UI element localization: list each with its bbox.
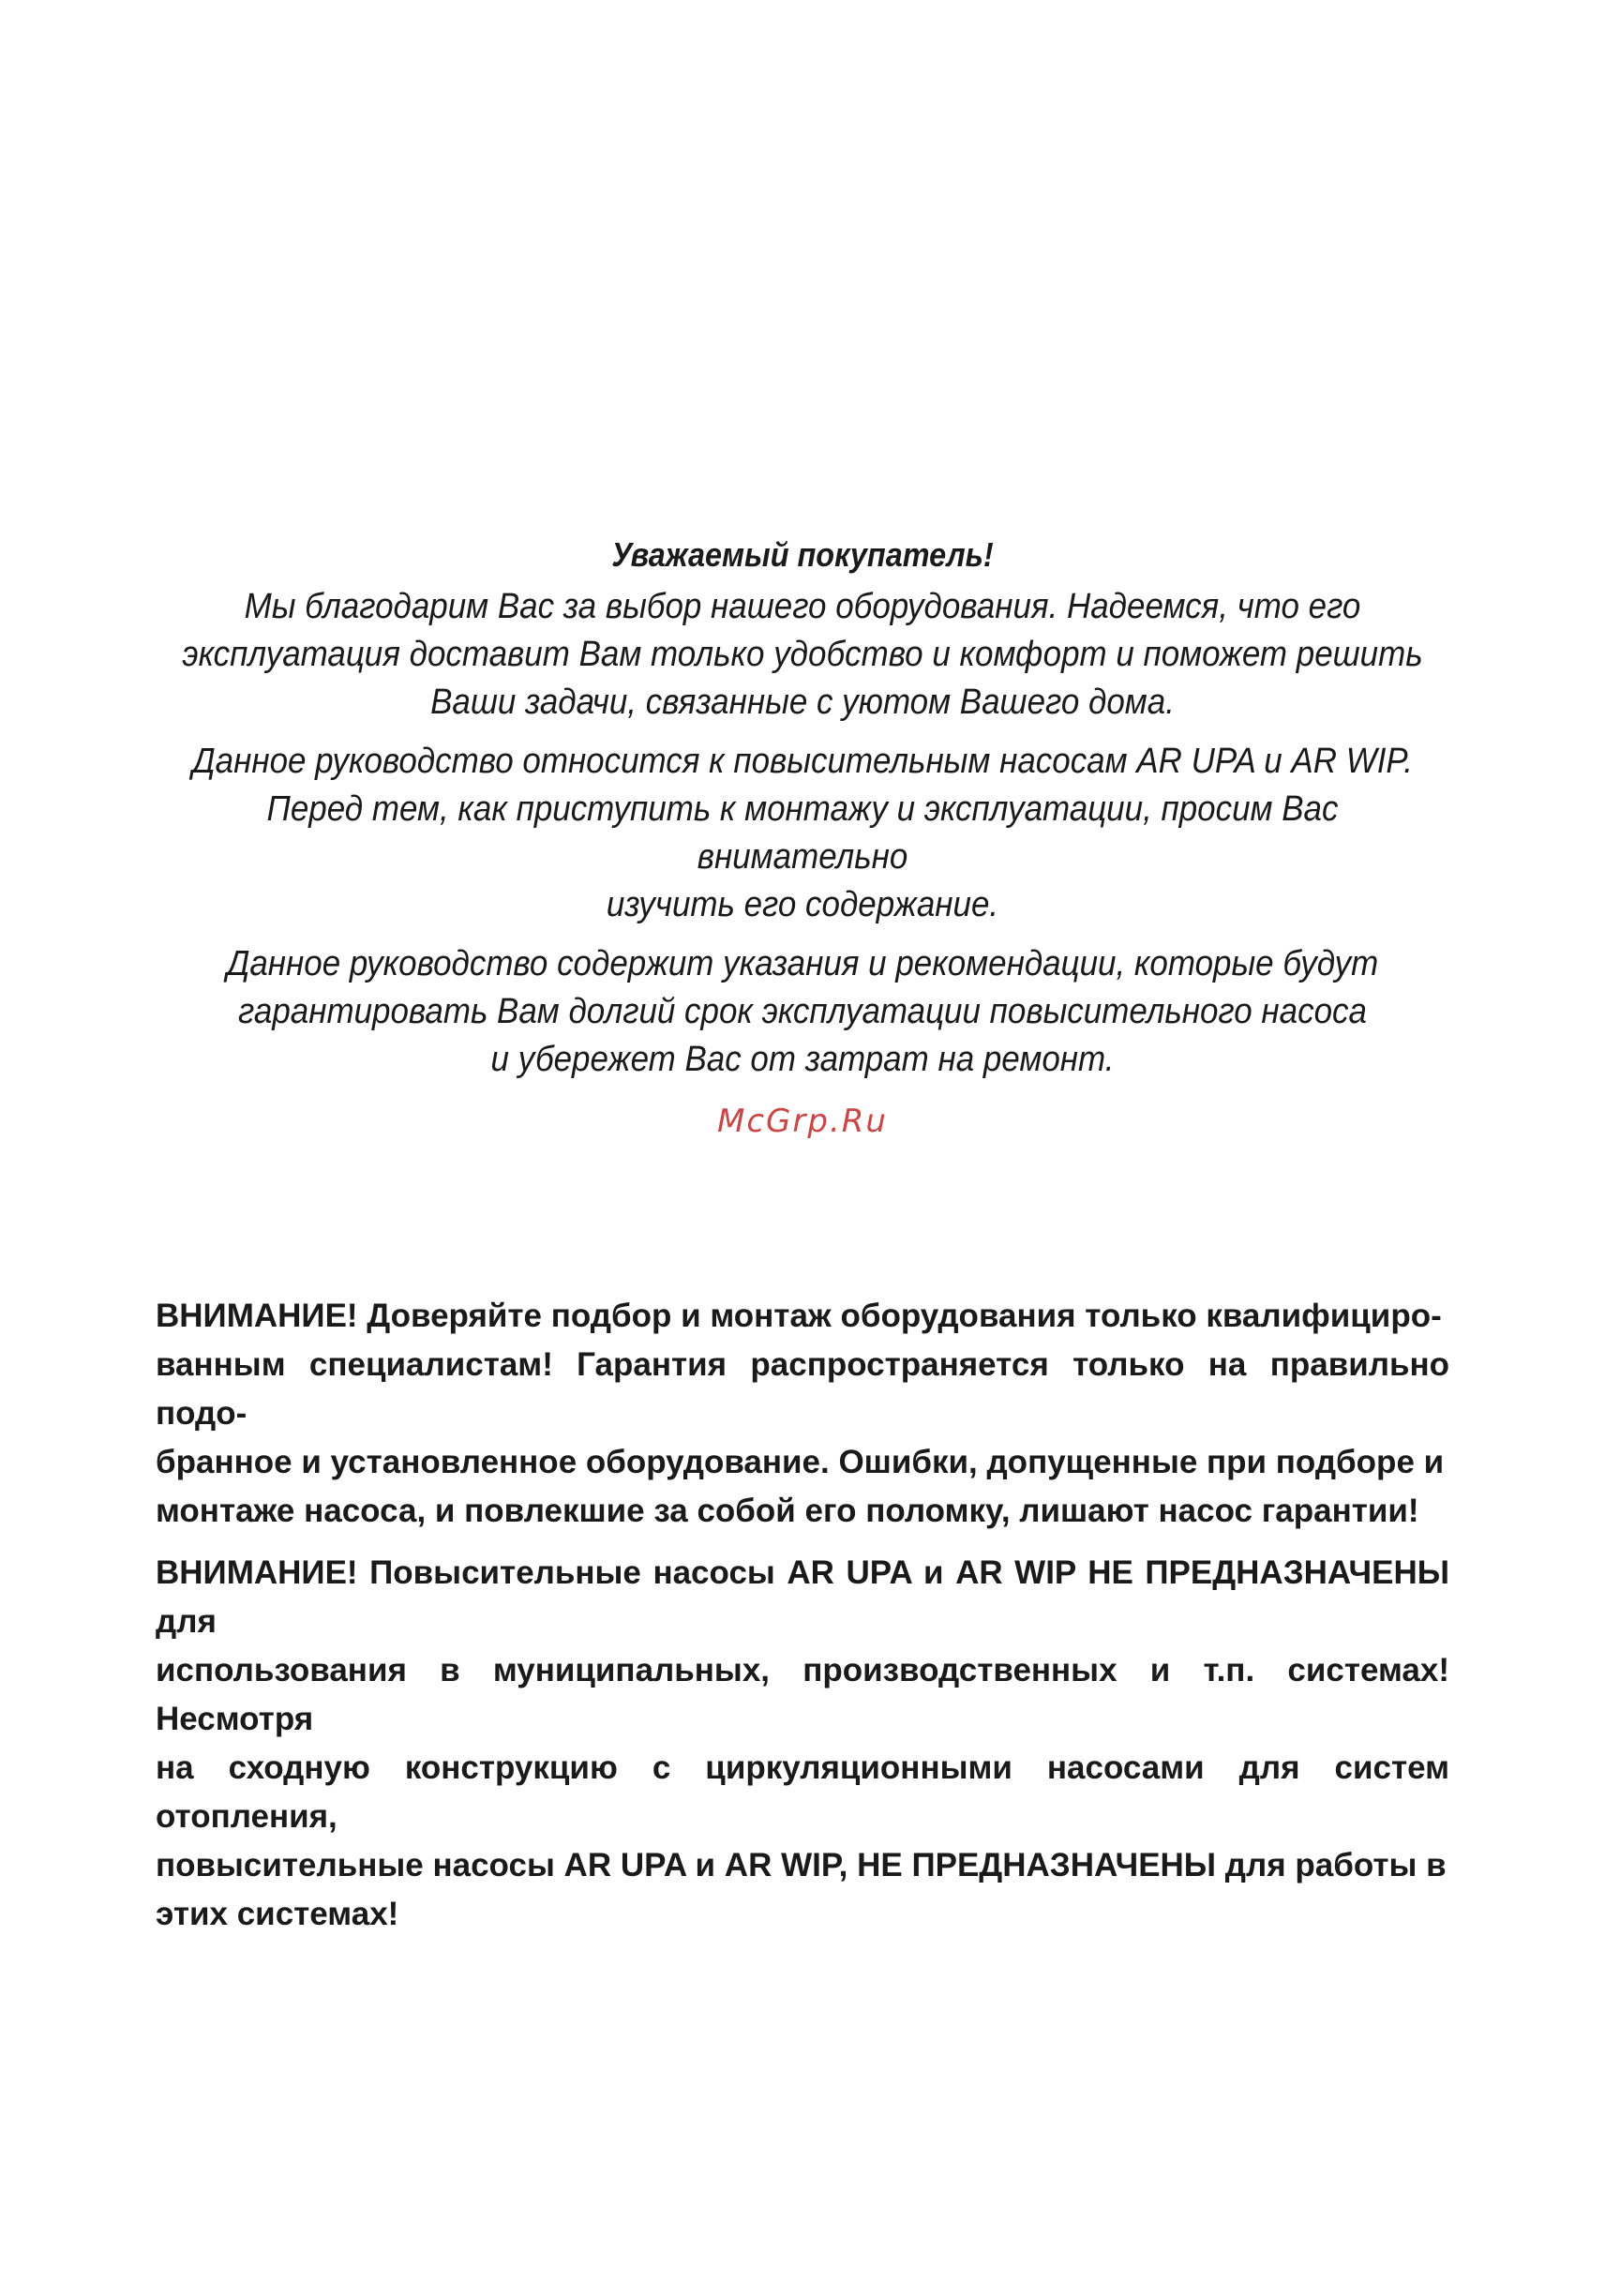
intro-paragraph-thanks: Мы благодарим Вас за выбор нашего оборудования. Надеемся, что его эксплуатация доставит Вам только удобство и комфорт и поможет решить Ваши задачи, связанные с уютом Вашего дома. [182, 587, 1423, 722]
warning-not-intended-use: ВНИМАНИЕ! Повысительные насосы AR UPA и AR WIP НЕ ПРЕДНАЗНАЧЕНЫ для использования в муниципальных, производственных и т.п. системах! Несмотря на сходную конструкцию с циркуляционными насосами для систем отопления, повысительные насосы AR UPA и AR WIP, НЕ ПРЕДНАЗНАЧЕНЫ для работы в этих системах! [156, 1554, 1449, 1932]
watermark-text: McGrp.Ru [717, 1103, 888, 1140]
warnings-section [156, 1292, 1449, 1952]
intro-paragraph-scope: Данное руководство относится к повысительным насосам AR UPA и AR WIP. Перед тем, как приступить к монтажу и эксплуатации, просим Вас внимательно изучить его содержание. [192, 742, 1413, 924]
intro-paragraph-recommendations: Данное руководство содержит указания и рекомендации, которые будут гарантировать Вам долгий срок эксплуатации повысительного насоса и убережет Вас от затрат на ремонт. [226, 944, 1379, 1079]
warning-qualified-installation: ВНИМАНИЕ! Доверяйте подбор и монтаж оборудования только квалифициро- ванным специалистам! Гарантия распространяется только на правильно подо- бранное и установленное оборудование. Ошибки, допущенные при подборе и монтаже насоса, и повлекшие за собой его поломку, лишают насос гарантии! [156, 1298, 1449, 1529]
intro-section [112, 533, 1492, 1095]
greeting-heading: Уважаемый покупатель! [611, 535, 994, 574]
